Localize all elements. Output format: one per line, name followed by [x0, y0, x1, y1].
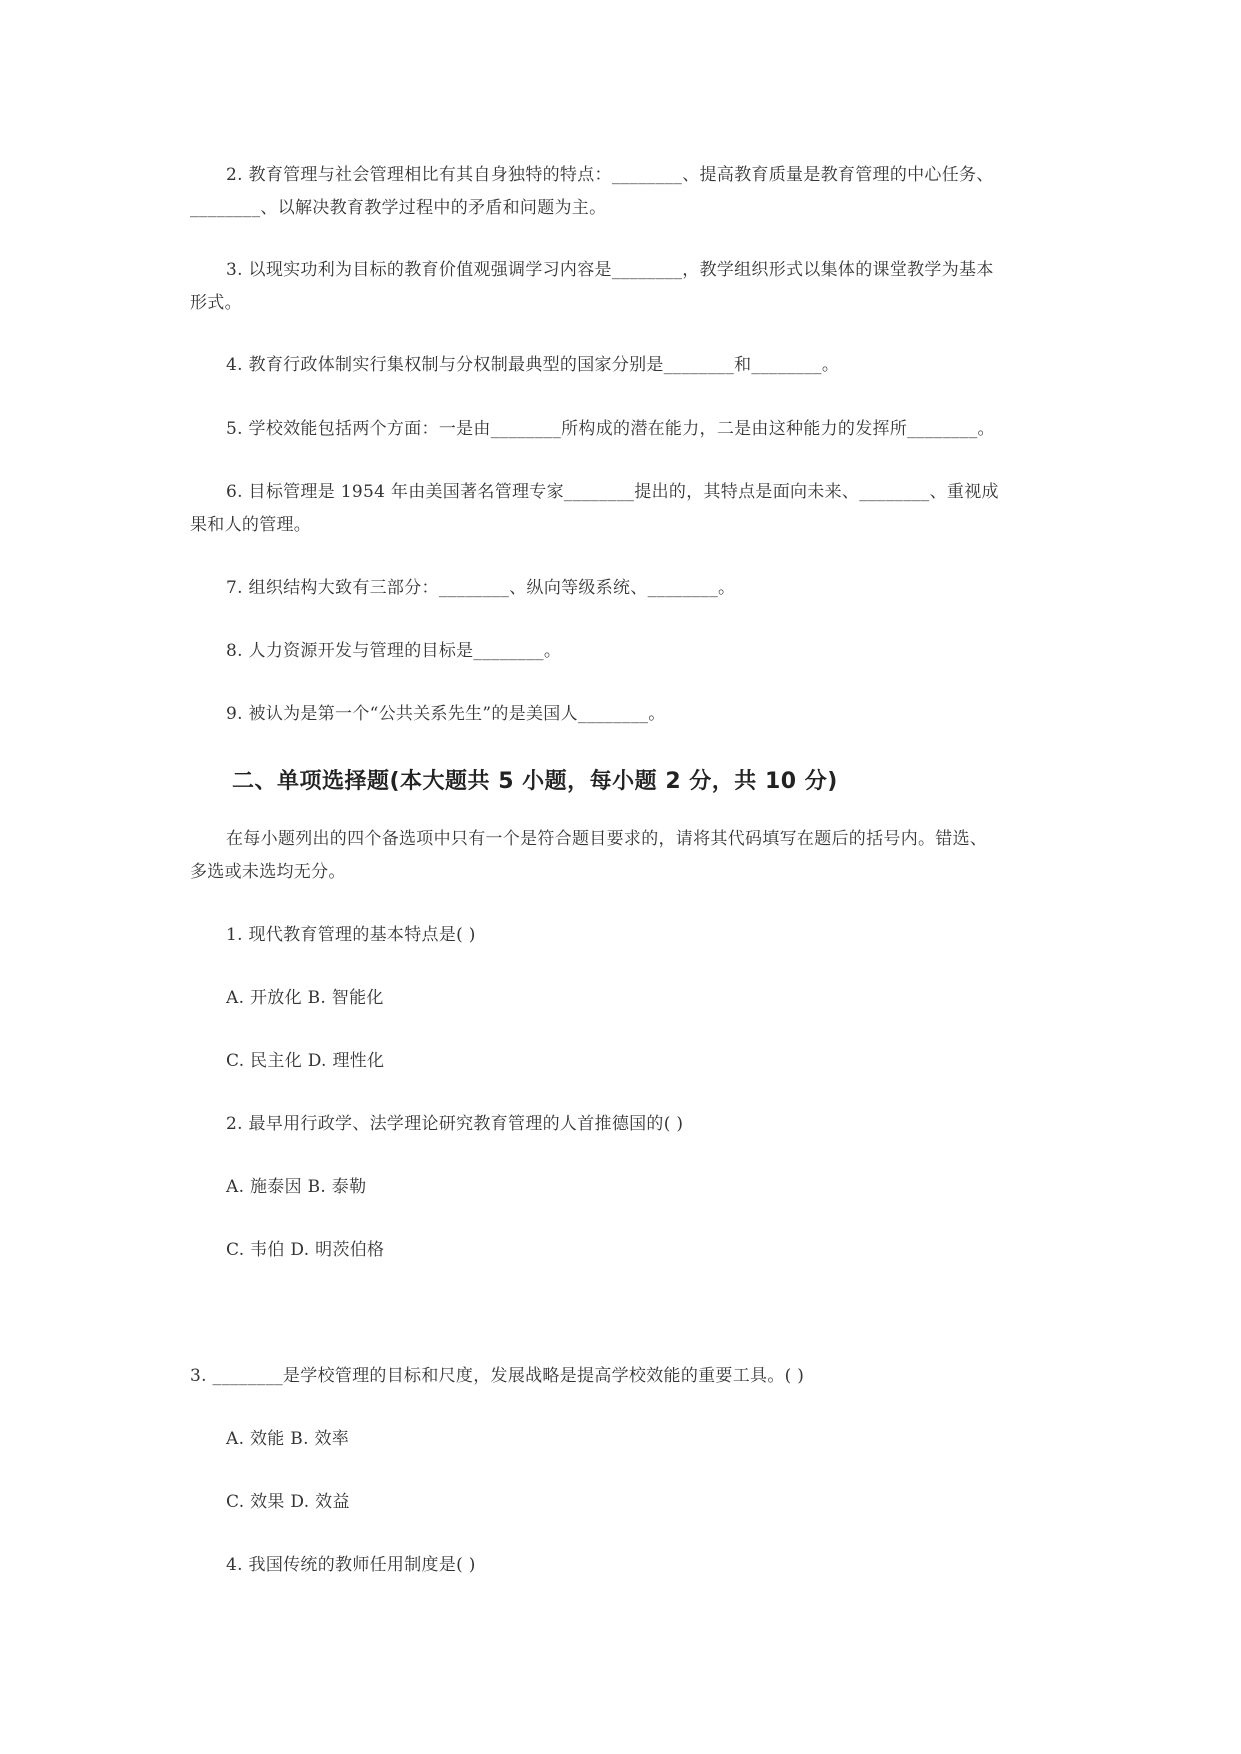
section-intro-line2: 多选或未选均无分。	[190, 862, 346, 882]
fill-blank-q2-line2: ________、以解决教育教学过程中的矛盾和问题为主。	[190, 198, 607, 218]
mc-question-4-stem: 4. 我国传统的教师任用制度是( )	[226, 1555, 476, 1575]
mc-question-3-options-cd: C. 效果 D. 效益	[226, 1492, 350, 1512]
mc-question-2-options-ab: A. 施泰因 B. 泰勒	[226, 1177, 367, 1197]
mc-question-3-options-ab: A. 效能 B. 效率	[226, 1429, 350, 1449]
fill-blank-q3-line1: 3. 以现实功利为目标的教育价值观强调学习内容是________，教学组织形式以集体的课堂教学为基本	[226, 260, 994, 280]
fill-blank-q8: 8. 人力资源开发与管理的目标是________。	[226, 641, 562, 661]
mc-question-1-options-ab: A. 开放化 B. 智能化	[226, 988, 384, 1008]
section-intro-line1: 在每小题列出的四个备选项中只有一个是符合题目要求的，请将其代码填写在题后的括号内。错选、	[226, 829, 988, 849]
fill-blank-q4: 4. 教育行政体制实行集权制与分权制最典型的国家分别是________和________。	[226, 355, 840, 375]
fill-blank-q6-line2: 果和人的管理。	[190, 515, 312, 535]
mc-question-1-options-cd: C. 民主化 D. 理性化	[226, 1051, 385, 1071]
fill-blank-q2-line1: 2. 教育管理与社会管理相比有其自身独特的特点：________、提高教育质量是教育管理的中心任务、	[226, 165, 994, 185]
mc-question-1-stem: 1. 现代教育管理的基本特点是( )	[226, 925, 476, 945]
fill-blank-q6-line1: 6. 目标管理是 1954 年由美国著名管理专家________提出的，其特点是面向未来、________、重视成	[226, 482, 999, 502]
mc-question-2-stem: 2. 最早用行政学、法学理论研究教育管理的人首推德国的( )	[226, 1114, 684, 1134]
fill-blank-q5: 5. 学校效能包括两个方面：一是由________所构成的潜在能力，二是由这种能力的发挥所________。	[226, 419, 995, 439]
fill-blank-q3-line2: 形式。	[190, 293, 242, 313]
fill-blank-q9: 9. 被认为是第一个“公共关系先生”的是美国人________。	[226, 704, 666, 724]
mc-question-2-options-cd: C. 韦伯 D. 明茨伯格	[226, 1240, 385, 1260]
section-heading: 二、单项选择题(本大题共 5 小题，每小题 2 分，共 10 分)	[232, 769, 838, 794]
mc-question-3-stem: 3. ________是学校管理的目标和尺度，发展战略是提高学校效能的重要工具。( )	[190, 1366, 805, 1386]
fill-blank-q7: 7. 组织结构大致有三部分：________、纵向等级系统、________。	[226, 578, 736, 598]
